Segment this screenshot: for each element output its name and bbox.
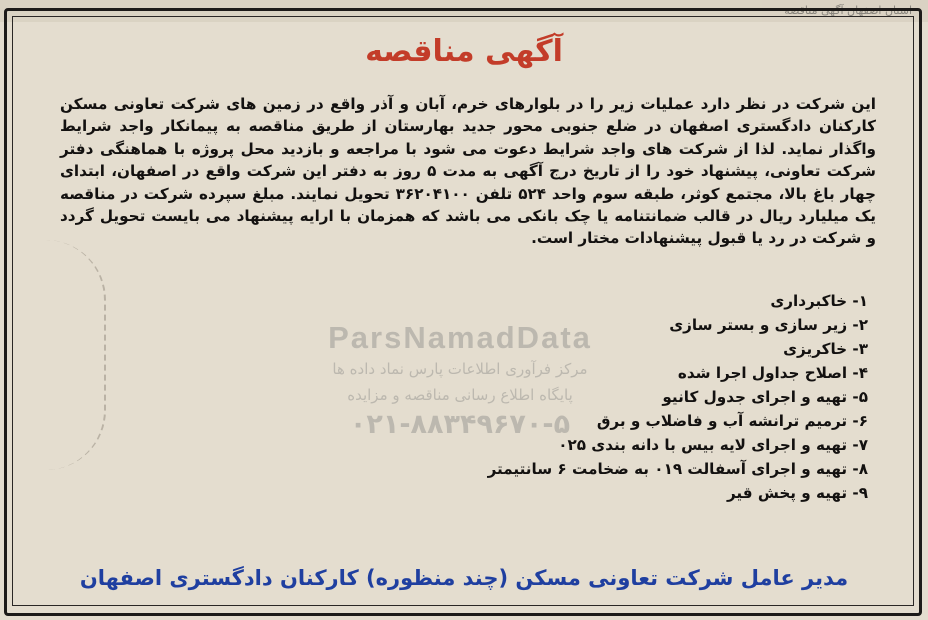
list-item: ۲- زیر سازی و بستر سازی — [669, 316, 868, 334]
faded-stamp-edge — [24, 240, 106, 470]
top-strip-text: استان اصفهان آگهی مناقصه — [0, 0, 928, 22]
list-item: ۱- خاکبرداری — [770, 292, 868, 310]
watermark-phone: ۰۲۱-۸۸۳۴۹۶۷۰-۵ — [349, 409, 571, 440]
ad-signature: مدیر عامل شرکت تعاونی مسکن (چند منظوره) کارکنان دادگستری اصفهان — [79, 566, 849, 590]
ad-title: آگهی مناقصه — [365, 34, 563, 69]
watermark-line-2: پایگاه اطلاع رسانی مناقصه و مزایده — [347, 386, 573, 404]
watermark — [270, 320, 650, 442]
list-item: ۹- تهیه و پخش قیر — [726, 484, 868, 502]
watermark-brand: ParsNamadData — [328, 320, 592, 355]
list-item: ۵- تهیه و اجرای جدول کانیو — [662, 388, 868, 406]
ad-body-paragraph: این شرکت در نظر دارد عملیات زیر را در بلوارهای خرم، آبان و آذر واقع در زمین های شرکت تعاونی مسکن کارکنان دادگستری اصفهان در ضلع جنوبی محور جدید بهارستان از طریق مناقصه به پیمانکار واجد شرایط واگذار نماید. لذا از شرکت های واجد شرایط دعوت می شود با مراجعه و بازدید محل پروژه با هماهنگی دفتر شرکت تعاونی، پیشنهاد خود را از تاریخ درج آگهی به مدت ۵ روز به دفتر این شرکت واقع در اصفهان، ابتدای چهار باغ بالا، مجتمع کوثر، طبقه سوم واحد ۵۲۴ تلفن ۳۶۲۰۴۱۰۰ تحویل نمایند. مبلغ سپرده شرکت در مناقصه یک میلیارد ریال در قالب ضمانتنامه یا چک بانکی می باشد که همزمان با ارایه پیشنهاد می بایست تحویل گردد و شرکت در رد یا قبول پیشنهادات مختار است. — [60, 95, 877, 248]
list-item: ۴- اصلاح جداول اجرا شده — [677, 364, 868, 382]
list-item: ۸- تهیه و اجرای آسفالت ۰۱۹ به ضخامت ۶ سانتیمتر — [487, 460, 868, 478]
list-item: ۶- ترمیم ترانشه آب و فاضلاب و برق — [596, 412, 868, 430]
watermark-line-1: مرکز فرآوری اطلاعات پارس نماد داده ها — [332, 360, 588, 378]
list-item: ۳- خاکریزی — [783, 340, 868, 358]
list-item: ۷- تهیه و اجرای لایه بیس با دانه بندی ۰۲۵ — [558, 436, 868, 454]
